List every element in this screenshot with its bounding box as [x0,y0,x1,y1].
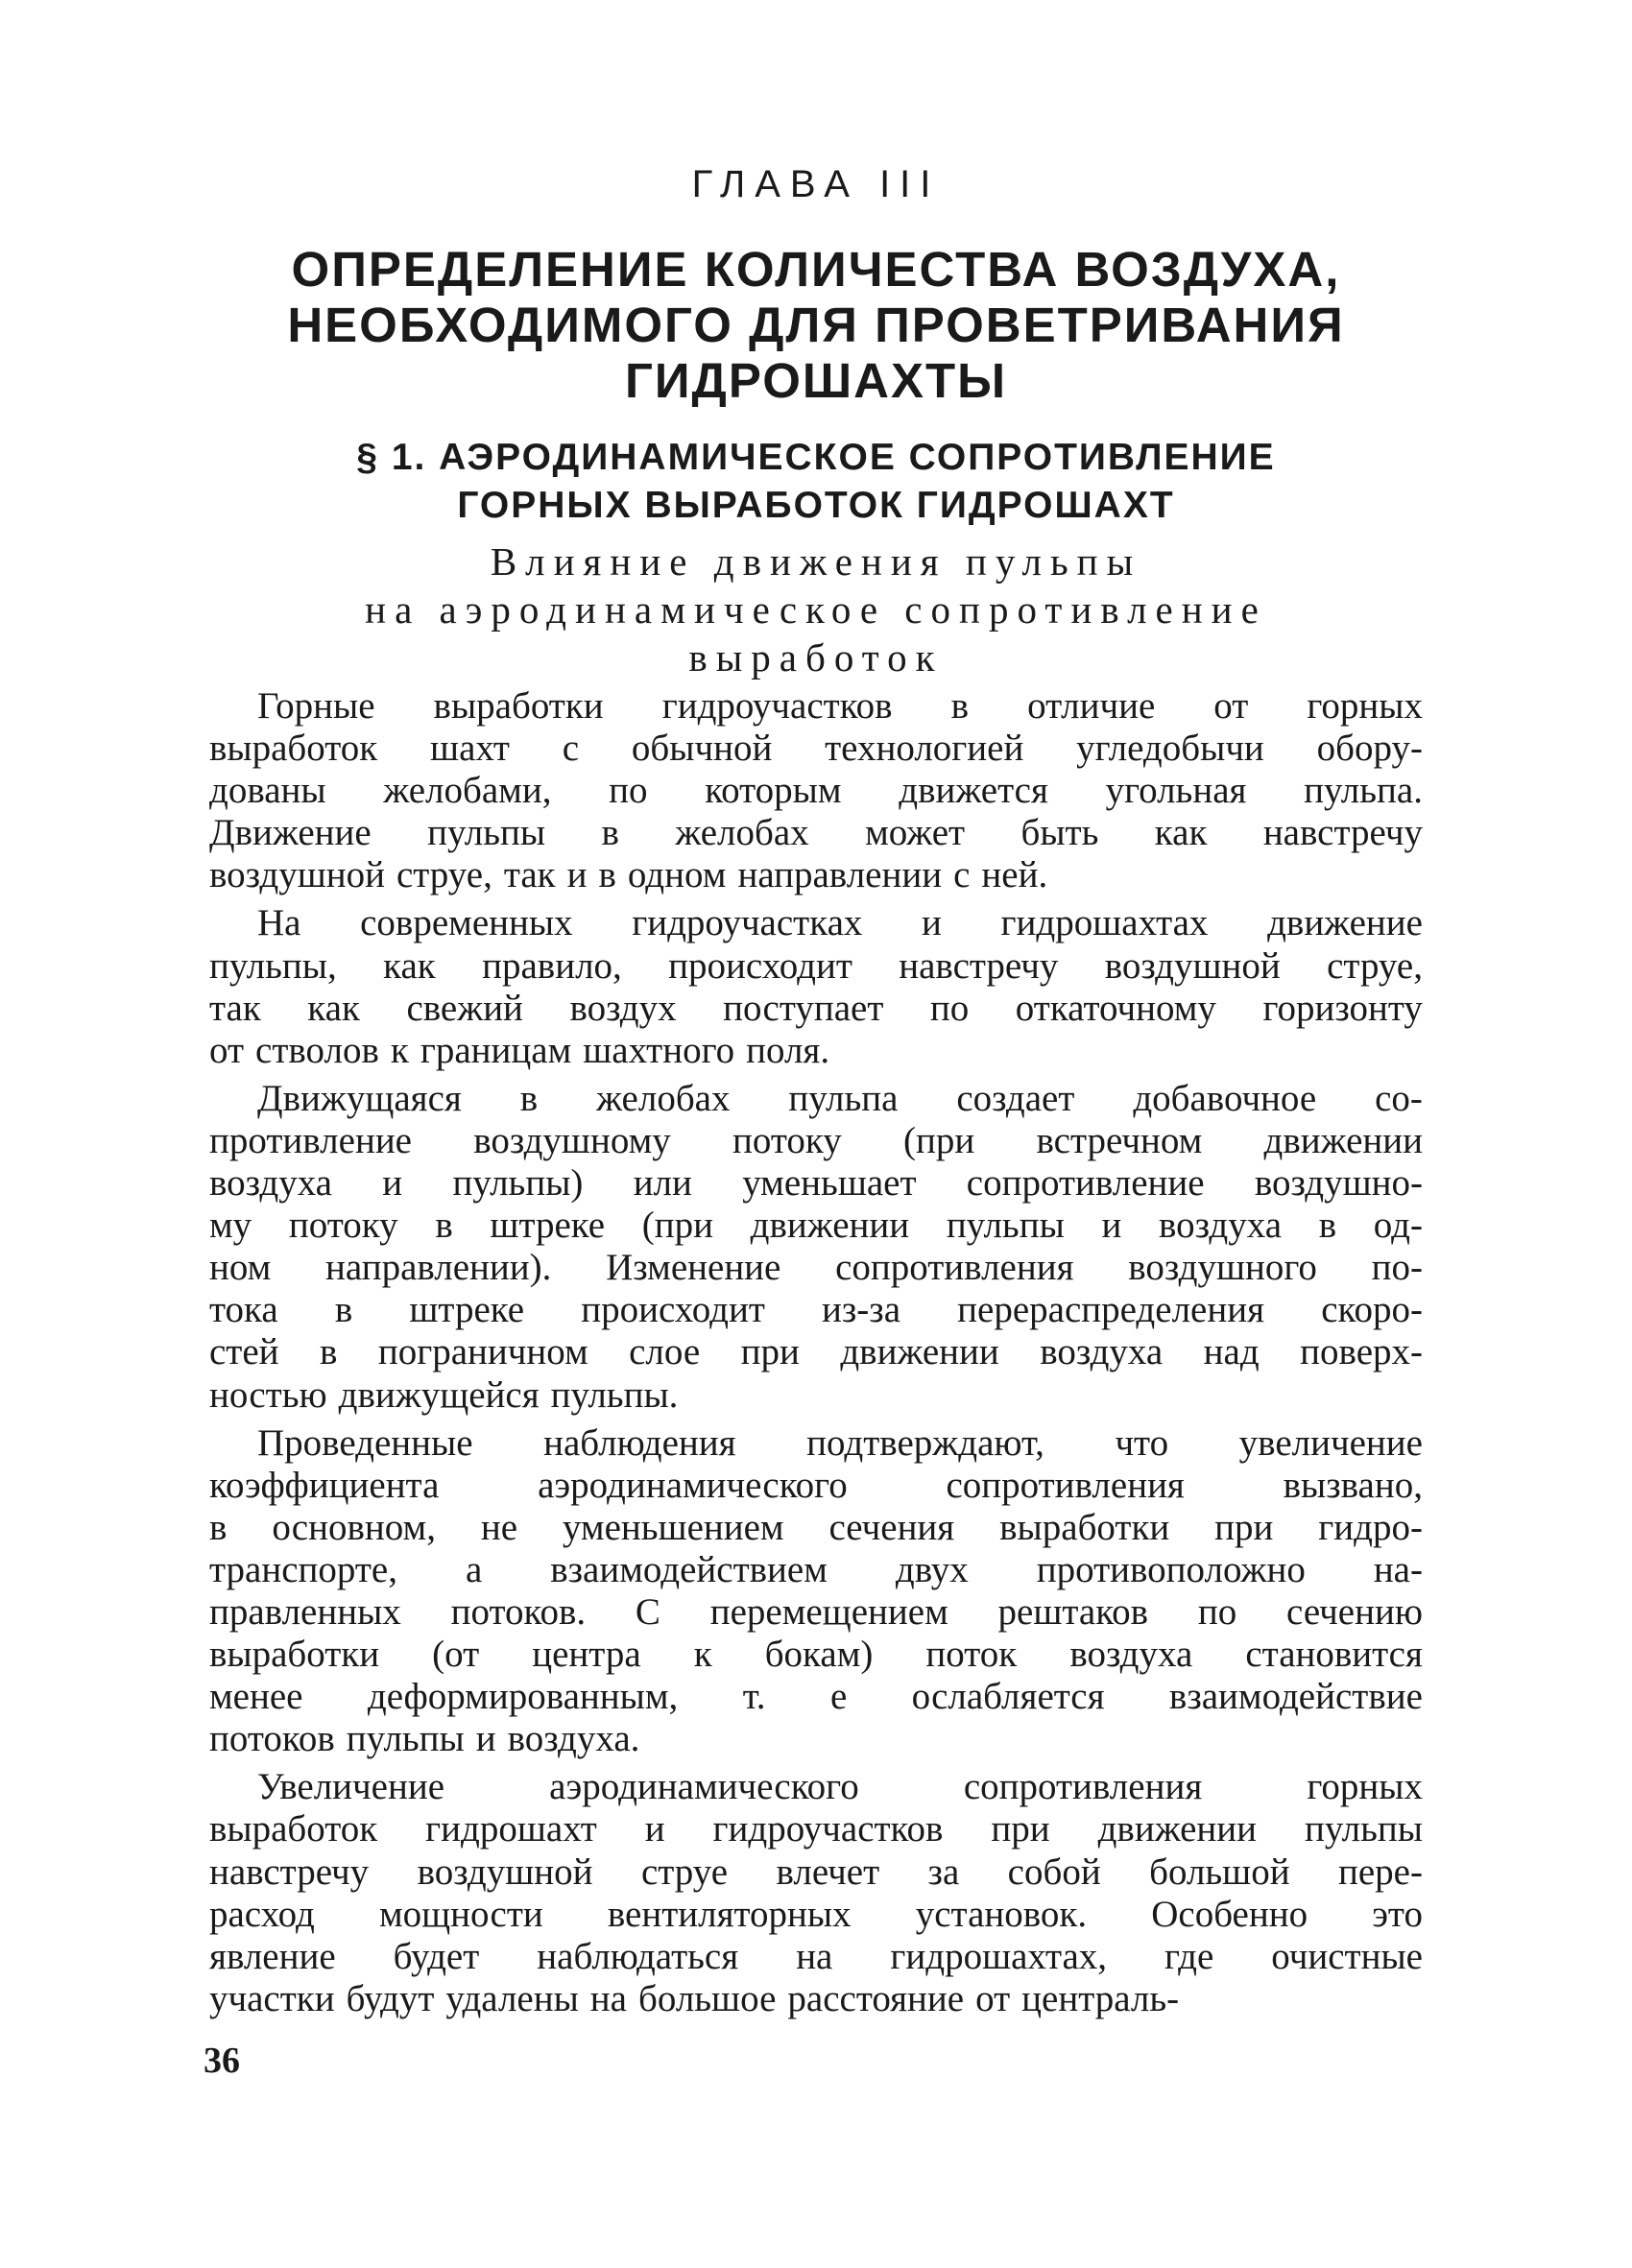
word: шахтного [583,1029,735,1071]
word: при [740,1331,800,1373]
text-line [209,1205,1423,1247]
word: может [865,812,966,854]
word: гидрошахтах [1000,902,1209,944]
word: гидрошахтах, [890,1935,1108,1977]
word: по [609,770,648,812]
word: горных [1307,685,1423,727]
chapter-title-line: ГИДРОШАХТЫ [624,353,1008,408]
text-line [209,1289,1423,1331]
word: ном [209,1247,272,1289]
word: навстречу [1262,812,1423,854]
text-line [209,1247,1423,1289]
word: как [383,944,436,987]
word: навстречу [209,1850,370,1893]
text-line [209,1549,1423,1591]
word: границам [420,1029,572,1071]
word: влечет [776,1850,880,1893]
word: происходит [668,944,852,987]
section-title-line: § 1. АЭРОДИНАМИЧЕСКОЕ СОПРОТИВЛЕНИЕ [356,437,1276,478]
word: правленных [209,1590,401,1633]
word: не [480,1506,518,1548]
word: по [929,987,970,1029]
word: так [503,854,556,896]
word: т. [742,1676,766,1718]
word: движении [750,1205,910,1247]
word: увеличение [1238,1421,1423,1464]
word: при [1214,1506,1274,1548]
word: пульпа. [1304,770,1423,812]
word: воздушному [473,1119,671,1161]
word: воздуха [1159,1205,1283,1247]
text-line [209,1374,1423,1417]
word: на [796,1935,833,1977]
word: правило, [482,944,622,987]
word: происходит [581,1289,765,1331]
word: На [257,902,301,944]
text-line [209,1851,1423,1894]
body-text [209,685,1423,2026]
word: воздуха [209,1162,332,1205]
word: расход [209,1893,315,1935]
word: отличие [1027,685,1156,727]
chapter-label: ГЛАВА III [691,163,941,205]
word: быть [1020,812,1099,854]
word: противление [209,1119,412,1161]
word: пере- [1338,1850,1423,1893]
text-line [209,1894,1423,1936]
word: от [975,1977,1011,2019]
word: менее [209,1676,303,1718]
word: поверх- [1300,1331,1423,1373]
word: со- [1375,1077,1423,1119]
word: струе, [396,854,492,896]
word: уменьшением [562,1506,784,1548]
word: Особенно [1151,1893,1308,1935]
word: сопротивления [835,1247,1074,1289]
word: транспорте, [209,1548,397,1590]
word: аэродинамического [549,1766,859,1808]
word: а [465,1548,483,1590]
word: ней. [981,854,1048,896]
word: движении [1263,1119,1423,1161]
text-line [209,1718,1423,1760]
word: гидрошахт [425,1808,597,1850]
paragraph [209,902,1423,1071]
word: свежий [406,987,523,1029]
word: движении [1097,1808,1258,1850]
word: одном [627,854,727,896]
subsection-title-line: выработок [688,635,944,680]
word: выработок [209,1808,378,1850]
word: струе [640,1850,729,1893]
text-line [209,1676,1423,1718]
text-line [209,1808,1423,1850]
word: желобах [675,812,809,854]
word: вызвано, [1283,1464,1423,1506]
paragraph [209,685,1423,896]
word: и [1101,1205,1122,1247]
word: за [927,1850,960,1893]
word: пульпы [1304,1808,1423,1850]
word: в [334,1289,353,1331]
word: обычной [631,728,773,770]
word: пульпы [346,1718,465,1760]
word: из-за [822,1289,901,1331]
word: так [209,987,261,1029]
word: перемещением [709,1590,948,1633]
word: воздушной [417,1850,593,1893]
text-line [209,1162,1423,1205]
word: выработки [999,1506,1170,1548]
word: поля. [746,1029,830,1071]
word: что [1115,1421,1169,1464]
word: добавочное [1133,1077,1317,1119]
word: очистные [1271,1935,1423,1977]
word: пограничном [377,1331,588,1373]
word: потоку [732,1119,842,1161]
word: пульпы) [452,1162,584,1205]
text-line [209,1120,1423,1162]
word: и [382,1162,403,1205]
word: Увеличение [257,1766,445,1808]
word: удалены [445,1977,579,2019]
paragraph [209,1078,1423,1417]
word: стволов [255,1029,379,1071]
word: в [601,812,619,854]
word: и [922,902,942,944]
word: (от [432,1634,480,1676]
word: горных [1307,1766,1423,1808]
word: воздушно- [1254,1162,1423,1205]
word: поступает [723,987,884,1029]
word: угольная [1105,770,1247,812]
word: и [475,1718,496,1760]
word: от [209,1029,245,1071]
word: в [435,1205,453,1247]
word: большое [637,1977,777,2019]
word: сечению [1286,1590,1423,1633]
text-line [209,1465,1423,1507]
word: движется [899,770,1048,812]
word: воздушного [1128,1247,1317,1289]
word: желобами, [383,770,552,812]
text-line [209,685,1423,728]
word: в [519,1077,539,1119]
word: участки [209,1977,335,2019]
word: Горные [257,685,375,727]
text-line [209,728,1423,770]
word: е [829,1676,848,1718]
word: будут [346,1977,435,2019]
text-line [209,1422,1423,1465]
word: стей [209,1331,279,1373]
word: мощности [378,1893,543,1935]
subsection-title [240,537,1392,681]
text-line [209,854,1423,896]
word: в [950,685,970,727]
word: поток [925,1634,1018,1676]
word: откаточному [1015,987,1216,1029]
word: к [693,1634,712,1676]
word: вентиляторных [607,1893,852,1935]
chapter-title [240,242,1392,409]
word: будет [393,1935,480,1977]
word: ностью [209,1373,327,1416]
word: где [1164,1935,1214,1977]
word: направлении). [325,1247,552,1289]
section-title [240,434,1392,530]
word: это [1372,1893,1423,1935]
word: выработок [209,728,378,770]
word: на- [1373,1548,1423,1590]
word: или [633,1162,692,1205]
word: выработки [209,1634,380,1676]
word: сопротивления [946,1464,1185,1506]
text-line [209,988,1423,1030]
word: подтверждают, [806,1421,1044,1464]
word: явление [209,1935,336,1977]
word: пульпы. [550,1373,679,1416]
word: Изменение [606,1247,781,1289]
paragraph [209,1422,1423,1761]
word: скоро- [1321,1289,1423,1331]
word: аэродинамического [538,1464,848,1506]
section-title-line: ГОРНЫХ ВЫРАБОТОК ГИДРОШАХТ [457,485,1175,526]
word: гидроучастков [661,685,893,727]
word: коэффициента [209,1464,440,1506]
word: основном, [272,1506,436,1548]
text-line [209,1030,1423,1072]
word: движение [1267,902,1423,944]
word: наблюдаться [537,1935,739,1977]
word: потоку [288,1205,398,1247]
word: большой [1149,1850,1290,1893]
word: шахт [430,728,510,770]
word: в [598,854,616,896]
word: создает [956,1077,1075,1119]
word: гидроучастках [632,902,863,944]
word: взаимодействие [1168,1676,1423,1718]
word: движении [840,1331,999,1373]
word: воздушной [209,854,385,896]
word: (при [641,1205,713,1247]
word: перераспределения [957,1289,1265,1331]
word: сечения [828,1506,955,1548]
word: в [1318,1205,1337,1247]
word: движущейся [338,1373,540,1416]
word: которым [705,770,842,812]
word: воздуха [1069,1634,1193,1676]
word: пульпа [788,1077,899,1119]
text-line [209,1331,1423,1373]
word: по [1197,1590,1237,1633]
word: желобах [596,1077,731,1119]
word: деформированным, [367,1676,679,1718]
word: (при [903,1119,975,1161]
word: взаимодействием [550,1548,828,1590]
text-line [209,1978,1423,2020]
word: от [1213,685,1249,727]
word: воздуха. [507,1718,640,1760]
word: на [589,1977,627,2019]
word: и [644,1808,665,1850]
paragraph [209,1766,1423,2020]
word: струе, [1327,944,1423,987]
word: централь- [1021,1977,1180,2019]
word: Движущаяся [257,1077,462,1119]
word: С [635,1590,660,1633]
subsection-title-line: на аэродинамическое сопротивление [365,587,1267,632]
word: по- [1371,1247,1423,1289]
word: воздух [569,987,677,1029]
word: становится [1245,1634,1423,1676]
word: гидро- [1318,1506,1423,1548]
word: сопротивление [966,1162,1205,1205]
word: наблюдения [543,1421,736,1464]
word: воздуха [1040,1331,1164,1373]
word: штреке [490,1205,606,1247]
word: и [566,854,588,896]
chapter-title-line: НЕОБХОДИМОГО ДЛЯ ПРОВЕТРИВАНИЯ [287,298,1345,352]
word: современных [360,902,573,944]
text-line [209,945,1423,988]
word: с [953,854,971,896]
word: навстречу [899,944,1059,987]
text-line [209,1634,1423,1676]
word: в [319,1331,338,1373]
word: собой [1007,1850,1101,1893]
word: технологией [825,728,1024,770]
word: как [1154,812,1208,854]
page-number: 36 [204,2041,240,2081]
word: Проведенные [257,1421,473,1464]
subsection-title-line: Влияние движения пульпы [490,539,1142,584]
word: пульпы, [209,944,337,987]
word: в [209,1506,228,1548]
text-line [209,1766,1423,1808]
word: обору- [1316,728,1423,770]
word: расстояние [787,1977,965,2019]
word: над [1203,1331,1260,1373]
text-line [209,1936,1423,1978]
word: к [390,1029,409,1071]
word: сопротивления [963,1766,1203,1808]
word: слое [629,1331,701,1373]
word: рештаков [997,1590,1149,1633]
word: бокам) [764,1634,874,1676]
word: встречном [1036,1119,1203,1161]
word: му [209,1205,252,1247]
word: при [991,1808,1050,1850]
chapter-title-line: ОПРЕДЕЛЕНИЕ КОЛИЧЕСТВА ВОЗДУХА, [291,242,1341,297]
word: уменьшает [742,1162,917,1205]
word: пульпы [427,812,546,854]
word: гидроучастков [712,1808,944,1850]
word: как [307,987,360,1029]
word: горизонту [1262,987,1423,1029]
word: выработки [433,685,604,727]
text-line [209,770,1423,812]
word: пульпы [946,1205,1065,1247]
word: од- [1373,1205,1423,1247]
text-line [209,1591,1423,1634]
text-line [209,812,1423,854]
word: Движение [209,812,372,854]
word: установок. [915,1893,1088,1935]
text-line [209,902,1423,944]
text-line [209,1078,1423,1120]
word: направлении [737,854,943,896]
word: угледобычи [1076,728,1264,770]
word: двух [895,1548,969,1590]
word: потоков [209,1718,335,1760]
word: тока [209,1289,278,1331]
word: с [562,728,580,770]
word: противоположно [1036,1548,1306,1590]
word: центра [532,1634,641,1676]
word: ослабляется [911,1676,1105,1718]
word: штреке [409,1289,525,1331]
word: дованы [209,770,326,812]
word: потоков. [450,1590,587,1633]
text-line [209,1507,1423,1549]
word: воздушной [1104,944,1281,987]
